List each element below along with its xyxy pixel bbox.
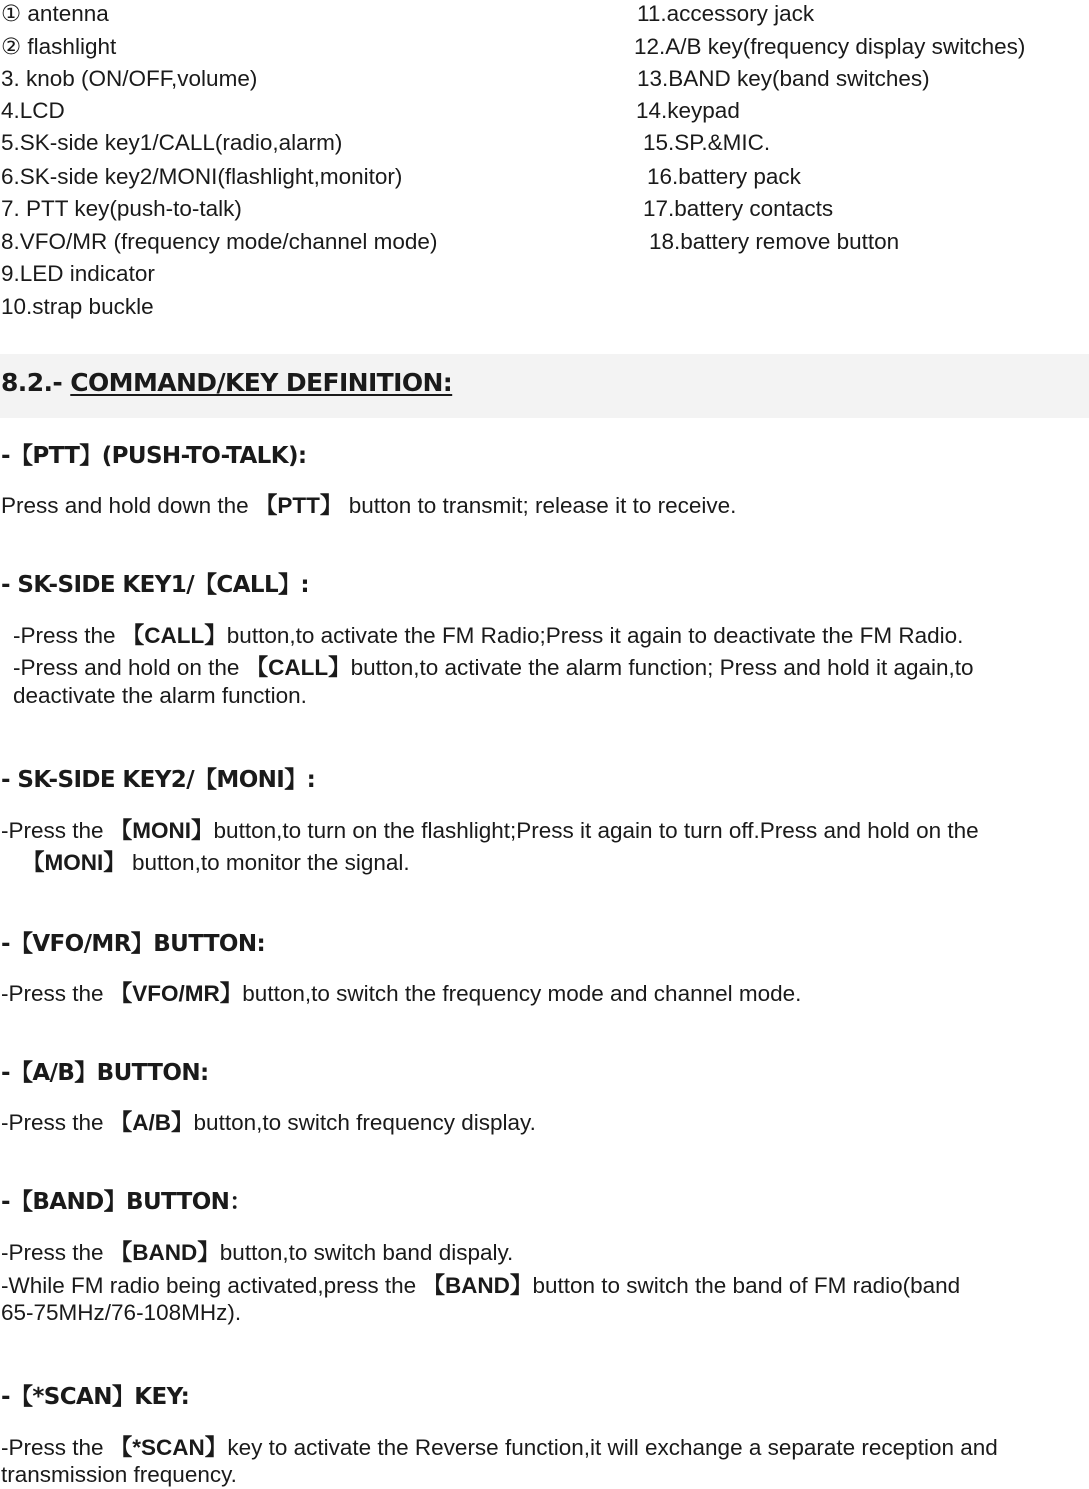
part-14: 14.keypad	[636, 98, 740, 123]
part-13: 13.BAND key(band switches)	[637, 66, 930, 91]
parts-list	[0, 0, 1089, 330]
scan-l1-b: key to activate the Reverse function,it will exchange a separate reception and	[227, 1435, 998, 1460]
part-12: 12.A/B key(frequency display switches)	[634, 34, 1026, 59]
part-18: 18.battery remove button	[649, 229, 900, 254]
band-heading: -【BAND】BUTTON：	[1, 1189, 252, 1215]
vfo-l1-key: 【VFO/MR】	[109, 981, 243, 1006]
vfo-l1-b: button,to switch the frequency mode and channel mode.	[242, 981, 802, 1006]
part-17: 17.battery contacts	[643, 196, 834, 221]
sk1-l1-b: button,to activate the FM Radio;Press it again to deactivate the FM Radio.	[226, 623, 964, 648]
scan-line-2: transmission frequency.	[1, 1462, 237, 1487]
part-2: ② flashlight	[1, 34, 117, 59]
ab-heading: -【A/B】BUTTON:	[1, 1060, 209, 1086]
ab-l1-b: button,to switch frequency display.	[193, 1110, 536, 1135]
sk2-heading: - SK-SIDE KEY2/【MONI】:	[1, 767, 316, 793]
sk2-l2-b: button,to monitor the signal.	[132, 850, 410, 875]
band-l1-key: 【BAND】	[109, 1240, 220, 1265]
vfo-l1-a: -Press the	[1, 981, 110, 1006]
section-title	[1, 368, 452, 397]
band-line-3: 65-75MHz/76-108MHz).	[1, 1300, 242, 1325]
part-15: 15.SP.&MIC.	[643, 130, 771, 155]
scan-heading: -【*SCAN】KEY:	[1, 1384, 190, 1410]
part-9: 9.LED indicator	[1, 261, 155, 286]
band-l2-a: -While FM radio being activated,press the	[1, 1273, 423, 1298]
part-11: 11.accessory jack	[637, 1, 815, 26]
ptt-description	[1, 488, 736, 520]
ptt-text-b: button to transmit; release it to receive.	[348, 493, 737, 518]
part-6: 6.SK-side key2/MONI(flashlight,monitor)	[1, 164, 403, 189]
vfo-line-1	[1, 976, 801, 1008]
scan-l1-key: 【*SCAN】	[109, 1435, 228, 1460]
sk1-l2-key: 【CALL】	[245, 655, 351, 680]
part-16: 16.battery pack	[647, 164, 801, 189]
sk1-l1-a: -Press the	[13, 623, 122, 648]
part-8: 8.VFO/MR (frequency mode/channel mode)	[1, 229, 438, 254]
part-10: 10.strap buckle	[1, 294, 154, 319]
section-title-text: COMMAND/KEY DEFINITION:	[70, 368, 453, 397]
ab-line-1	[1, 1105, 536, 1137]
part-5: 5.SK-side key1/CALL(radio,alarm)	[1, 130, 343, 155]
band-l2-b: button to switch the band of FM radio(band	[532, 1273, 961, 1298]
band-l2-key: 【BAND】	[422, 1273, 533, 1298]
ptt-heading: -【PTT】(PUSH-TO-TALK):	[1, 443, 307, 469]
sk1-line-3: deactivate the alarm function.	[13, 683, 307, 708]
sk2-line-2	[22, 845, 410, 877]
sk2-l1-a: -Press the	[1, 818, 110, 843]
sk1-line-2	[13, 650, 974, 682]
sk1-l2-a: -Press and hold on the	[13, 655, 246, 680]
band-line-1	[1, 1235, 513, 1267]
sk1-l2-b: button,to activate the alarm function; Press and hold it again,to	[350, 655, 974, 680]
sk2-l1-key: 【MONI】	[109, 818, 214, 843]
vfo-heading: -【VFO/MR】BUTTON:	[1, 931, 266, 957]
part-1: ① antenna	[1, 1, 109, 26]
scan-line-1	[1, 1430, 998, 1462]
ab-l1-key: 【A/B】	[109, 1110, 194, 1135]
sk2-l1-b: button,to turn on the flashlight;Press it again to turn off.Press and hold on the	[213, 818, 979, 843]
part-4: 4.LCD	[1, 98, 65, 123]
sk1-line-1	[13, 618, 963, 650]
sk1-heading: - SK-SIDE KEY1/【CALL】:	[1, 572, 310, 598]
ptt-text-a: Press and hold down the	[1, 493, 255, 518]
section-number: 8.2.-	[1, 368, 71, 397]
band-l1-a: -Press the	[1, 1240, 110, 1265]
sk2-l2-key: 【MONI】	[22, 850, 126, 875]
band-line-2	[1, 1268, 960, 1300]
part-3: 3. knob (ON/OFF,volume)	[1, 66, 258, 91]
scan-l1-a: -Press the	[1, 1435, 110, 1460]
sk2-line-1	[1, 813, 979, 845]
ptt-key: 【PTT】	[254, 493, 343, 518]
ab-l1-a: -Press the	[1, 1110, 110, 1135]
band-l1-b: button,to switch band dispaly.	[219, 1240, 514, 1265]
part-7: 7. PTT key(push-to-talk)	[1, 196, 242, 221]
sk1-l1-key: 【CALL】	[121, 623, 227, 648]
